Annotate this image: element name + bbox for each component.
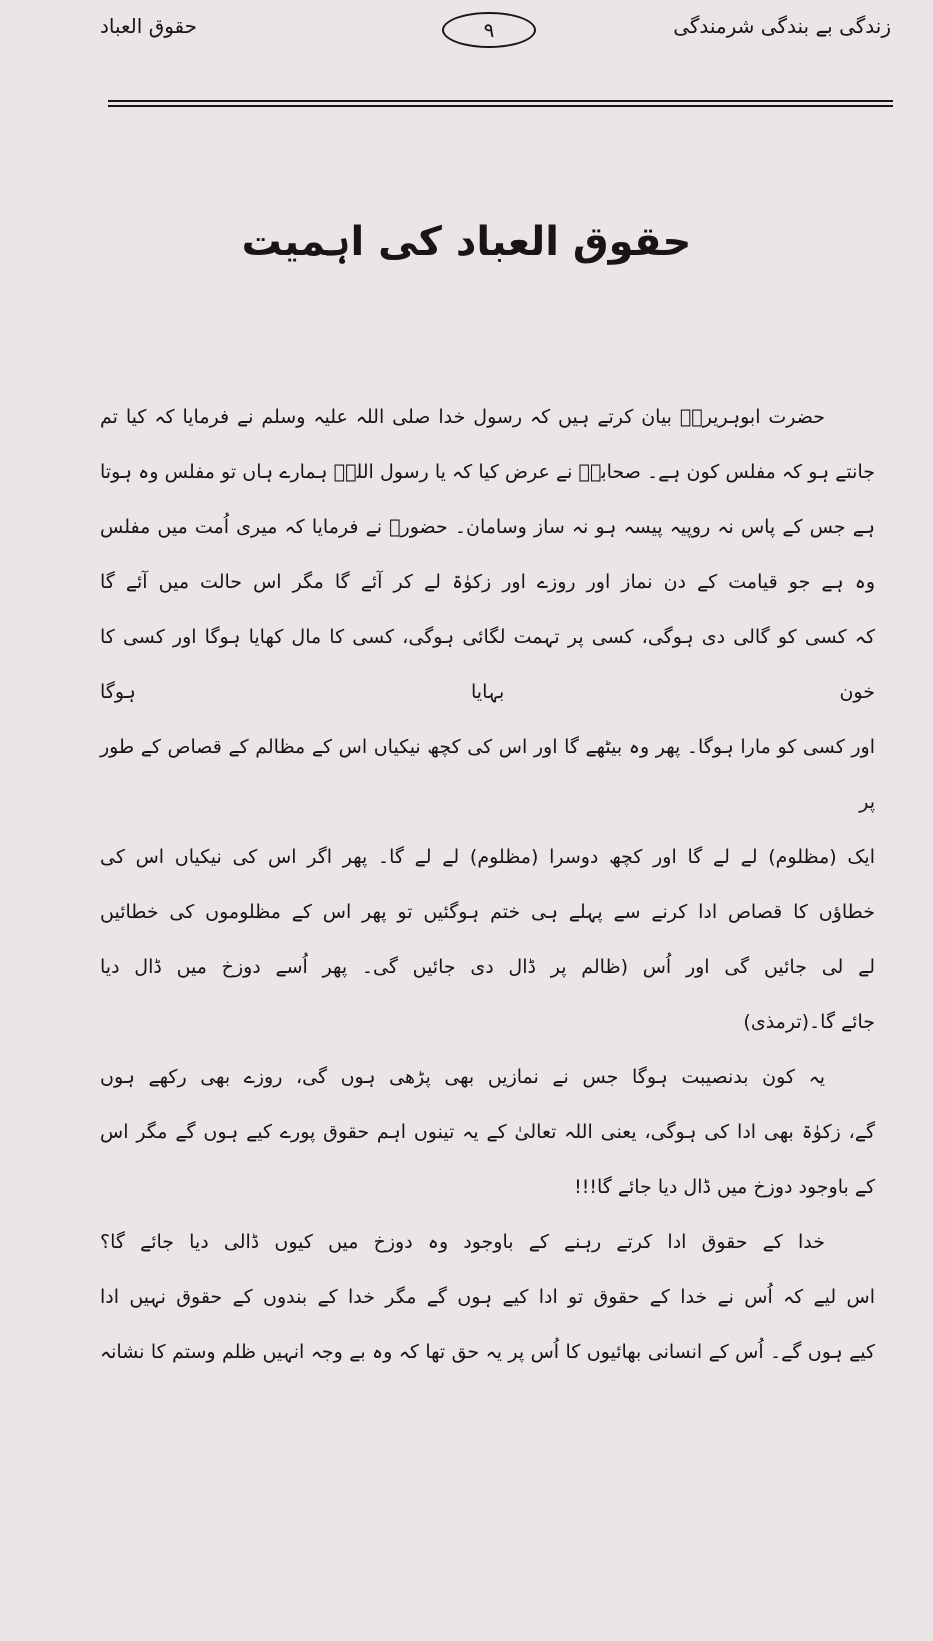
body-line: کہ کسی کو گالی دی ہوگی، کسی پر تہمت لگائی ہوگی، کسی کا مال کھایا ہوگا اور کسی کا خون بہایا ہوگا	[100, 626, 875, 703]
body-line: گے، زکوٰۃ بھی ادا کی ہوگی، یعنی اللہ تعالیٰ کے یہ تینوں اہم حقوق پورے کیے ہوں گے مگر اس	[100, 1121, 875, 1143]
body-line: ایک (مظلوم) لے لے گا اور کچھ دوسرا (مظلوم) لے لے گا۔ پھر اگر اس کی نیکیاں اس کی	[100, 846, 875, 868]
running-header-chapter: حقوق العباد	[100, 14, 198, 38]
body-line: اور کسی کو مارا ہوگا۔ پھر وہ بیٹھے گا اور اس کی کچھ نیکیاں اس کے مظالم کے قصاص کے طور پر	[100, 736, 875, 813]
page-number: ۹	[442, 12, 536, 48]
body-line: خطاؤں کا قصاص ادا کرنے سے پہلے ہی ختم ہوگئیں تو پھر اس کے مظلوموں کی خطائیں	[100, 901, 875, 923]
body-line: کیے ہوں گے۔ اُس کے انسانی بھائیوں کا اُس پر یہ حق تھا کہ وہ بے وجہ انہیں ظلم وستم کا نشانہ	[100, 1341, 875, 1363]
body-text	[100, 390, 875, 1380]
body-line: خدا کے حقوق ادا کرتے رہنے کے باوجود وہ دوزخ میں کیوں ڈالی دیا جائے گا؟	[100, 1231, 825, 1253]
body-line: کے باوجود دوزخ میں ڈال دیا جائے گا!!!	[574, 1176, 875, 1198]
body-line: ہے جس کے پاس نہ روپیہ پیسہ ہو نہ ساز وسامان۔ حضورؐ نے فرمایا کہ میری اُمت میں مفلس	[100, 516, 875, 538]
body-line: وہ ہے جو قیامت کے دن نماز اور روزے اور زکوٰۃ لے کر آئے گا مگر اس حالت میں آئے گا	[100, 571, 875, 593]
running-header-book-title: زندگی بے بندگی شرمندگی	[673, 14, 891, 38]
body-line: یہ کون بدنصیبت ہوگا جس نے نمازیں بھی پڑھی ہوں گی، روزے بھی رکھے ہوں	[100, 1066, 825, 1088]
body-line: حضرت ابوہریرہؓ بیان کرتے ہیں کہ رسول خدا صلی اللہ علیہ وسلم نے فرمایا کہ کیا تم	[100, 406, 825, 428]
body-line: لے لی جائیں گی اور اُس (ظالم پر ڈال دی جائیں گی۔ پھر اُسے دوزخ میں ڈال دیا	[100, 956, 875, 978]
body-line: جانتے ہو کہ مفلس کون ہے۔ صحابہؓ نے عرض کیا کہ یا رسول اللہؐ ہمارے ہاں تو مفلس وہ ہوتا	[100, 461, 875, 483]
header-rule-bottom	[108, 105, 893, 107]
header-rule-top	[108, 100, 893, 102]
page-title: حقوق العباد کی اہمیت	[241, 219, 692, 265]
body-line-citation: جائے گا۔(ترمذی)	[743, 1011, 875, 1033]
running-header	[0, 0, 933, 112]
body-line: اس لیے کہ اُس نے خدا کے حقوق تو ادا کیے ہوں گے مگر خدا کے بندوں کے حقوق نہیں ادا	[100, 1286, 875, 1308]
